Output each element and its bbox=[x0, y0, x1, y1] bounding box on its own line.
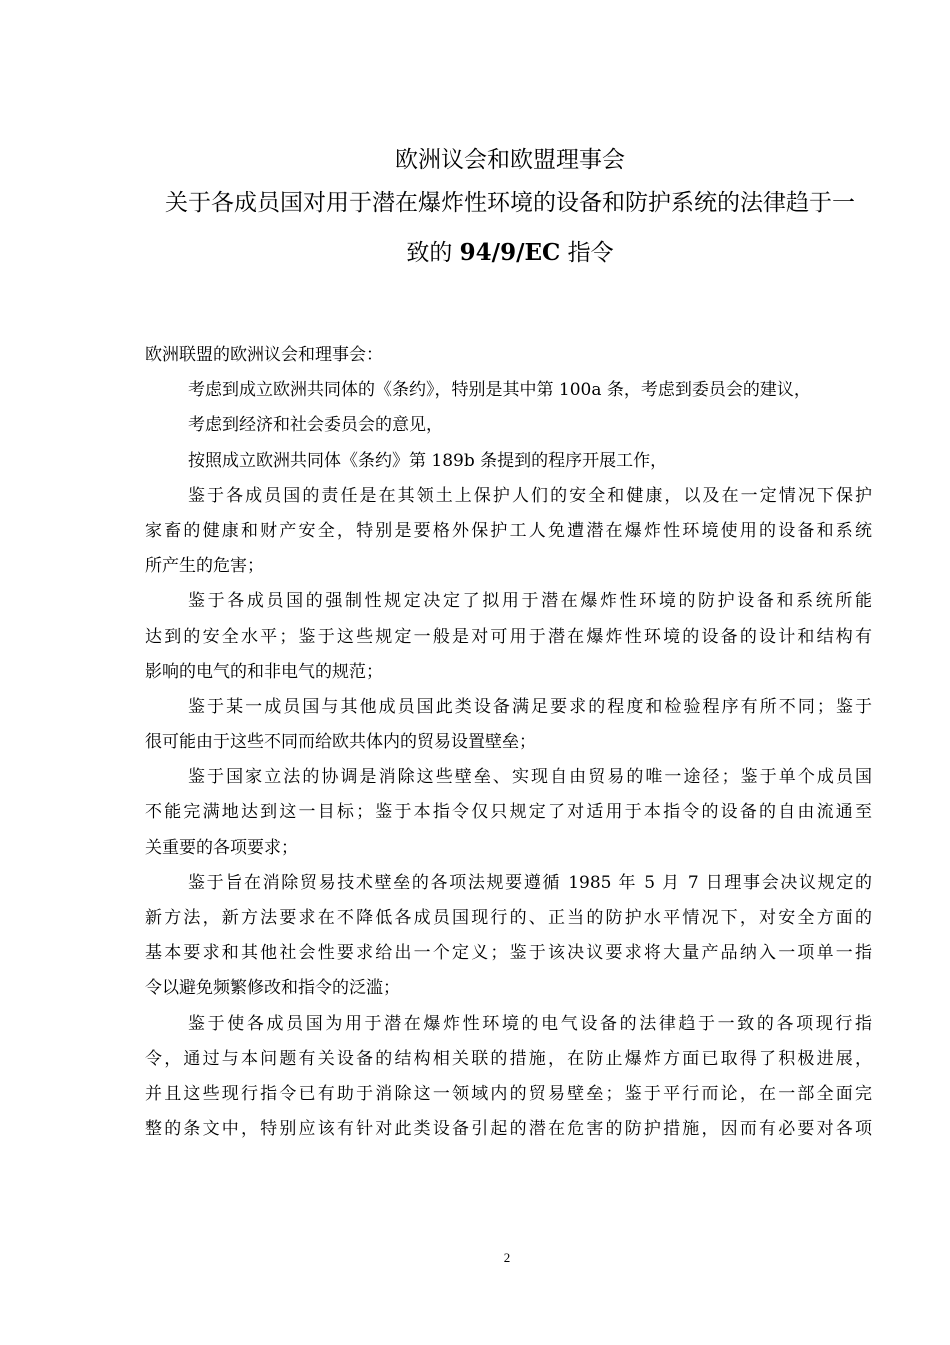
body-line-21: 令，通过与本问题有关设备的结构相关联的措施，在防止爆炸方面已取得了积极进展， bbox=[145, 1048, 872, 1069]
body-line-3: 考虑到经济和社会委员会的意见， bbox=[188, 415, 443, 436]
body-line-12: 很可能由于这些不同而给欧共体内的贸易设置壁垒； bbox=[145, 732, 536, 753]
body-line-4: 按照成立欧洲共同体《条约》第 189b 条提到的程序开展工作， bbox=[188, 450, 668, 471]
body-line-8: 鉴于各成员国的强制性规定决定了拟用于潜在爆炸性环境的防护设备和系统所能 bbox=[188, 591, 872, 612]
body-line-11: 鉴于某一成员国与其他成员国此类设备满足要求的程度和检验程序有所不同；鉴于 bbox=[188, 696, 872, 717]
body-line-23: 整的条文中，特别应该有针对此类设备引起的潜在危害的防护措施，因而有必要对各项 bbox=[145, 1119, 872, 1140]
title-line-3-suffix: 指令 bbox=[560, 240, 614, 266]
body-line-19: 令以避免频繁修改和指令的泛滥； bbox=[145, 978, 400, 999]
page-number: 2 bbox=[503, 1250, 511, 1265]
body-line-17: 新方法，新方法要求在不降低各成员国现行的、正当的防护水平情况下，对安全方面的 bbox=[145, 908, 872, 928]
body-line-7: 所产生的危害； bbox=[145, 556, 264, 577]
title-line-2: 关于各成员国对用于潜在爆炸性环境的设备和防护系统的法律趋于一 bbox=[165, 190, 855, 216]
body-line-15: 关重要的各项要求； bbox=[145, 837, 298, 858]
directive-number: 94/9/EC bbox=[459, 239, 561, 266]
title-line-1: 欧洲议会和欧盟理事会 bbox=[395, 147, 625, 173]
body-line-22: 并且这些现行指令已有助于消除这一领域内的贸易壁垒；鉴于平行而论，在一部全面完 bbox=[145, 1083, 872, 1104]
body-line-18: 基本要求和其他社会性要求给出一个定义；鉴于该决议要求将大量产品纳入一项单一指 bbox=[145, 943, 872, 964]
body-line-16: 鉴于旨在消除贸易技术壁垒的各项法规要遵循 1985 年 5 月 7 日理事会决议规定的 bbox=[188, 872, 872, 893]
body-line-1: 欧洲联盟的欧洲议会和理事会： bbox=[145, 345, 383, 365]
body-line-20: 鉴于使各成员国为用于潜在爆炸性环境的电气设备的法律趋于一致的各项现行指 bbox=[188, 1013, 872, 1034]
body-line-14: 不能完满地达到这一目标；鉴于本指令仅只规定了对适用于本指令的设备的自由流通至 bbox=[145, 802, 872, 823]
body-line-10: 影响的电气的和非电气的规范； bbox=[145, 661, 383, 682]
body-line-2: 考虑到成立欧洲共同体的《条约》，特别是其中第 100a 条，考虑到委员会的建议， bbox=[188, 380, 811, 401]
body-line-13: 鉴于国家立法的协调是消除这些壁垒、实现自由贸易的唯一途径；鉴于单个成员国 bbox=[188, 767, 872, 788]
document-body bbox=[145, 338, 872, 1147]
body-line-9: 达到的安全水平；鉴于这些规定一般是对可用于潜在爆炸性环境的设备的设计和结构有 bbox=[145, 626, 872, 647]
title-line-3 bbox=[140, 228, 880, 278]
title-line-3-prefix: 致的 bbox=[406, 240, 460, 266]
body-line-6: 家畜的健康和财产安全，特别是要格外保护工人免遭潜在爆炸性环境使用的设备和系统 bbox=[145, 520, 872, 541]
document-title bbox=[140, 142, 880, 278]
body-line-5: 鉴于各成员国的责任是在其领土上保护人们的安全和健康，以及在一定情况下保护 bbox=[188, 485, 872, 506]
